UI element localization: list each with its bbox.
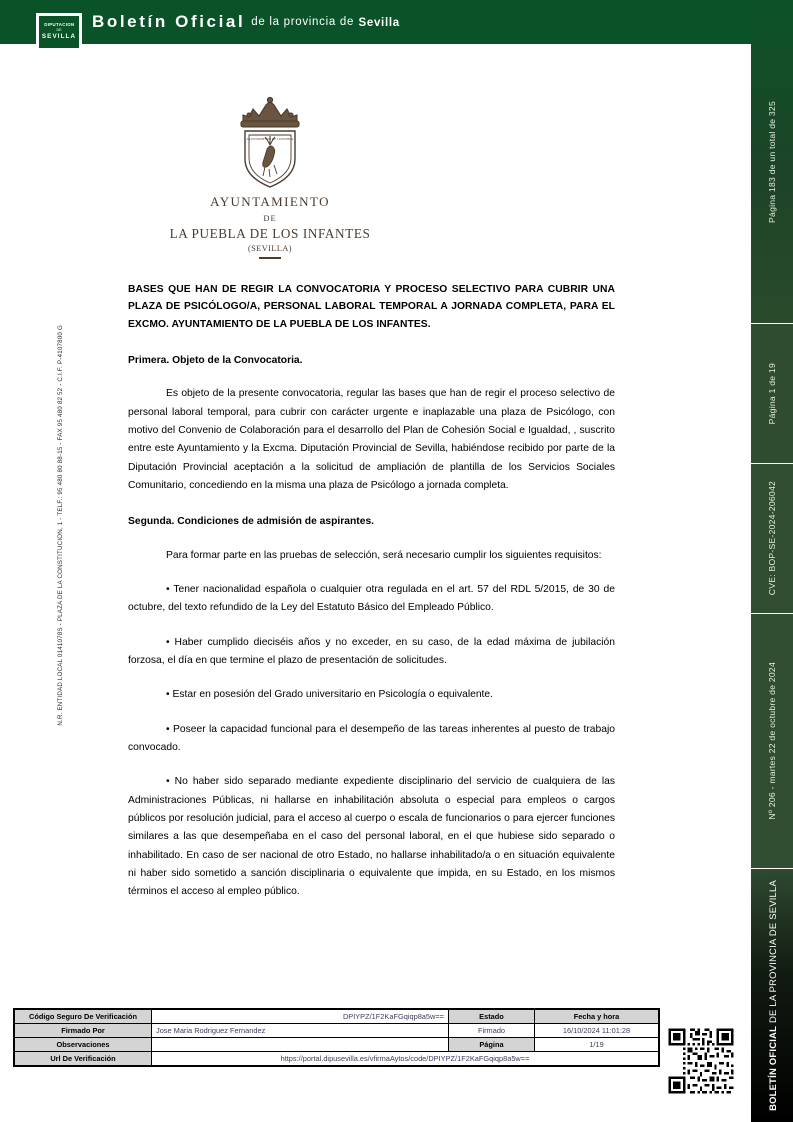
strip-cve-label: CVE: BOP-SE-2024-206042: [767, 481, 777, 596]
value-status: Firmado: [449, 1024, 535, 1038]
coat-of-arms-icon: [229, 95, 311, 190]
bop-header-banner: [0, 0, 751, 44]
paragraph-first: Es objeto de la presente convocatoria, regular las bases que han de regir el proceso selectivo de personal laboral temporal, para cubrir con carácter urgente e inaplazable una plaza de Psicólogo, con motivo del Convenio de Colaboración para el desarrollo del Plan de Cohesión Social e Igualdad, , suscrito entre este Ayuntamiento y la Excma. Diputación Provincial de Sevilla, habiéndose recibido por parte de la Diputación Provincial aceptación a la solicitud de ampliación de plantilla de los Servicios Sociales Comunitario, concediendo en la misma una plaza de Psicólogo a jornada completa.: [128, 388, 615, 491]
value-datetime: 16/10/2024 11:01:28: [535, 1024, 659, 1038]
municipality-line-1: AYUNTAMIENTO: [210, 194, 330, 209]
requirement-bullet-3: • Estar en posesión del Grado universitario en Psicología o equivalente.: [166, 689, 494, 701]
strip-cve: [751, 463, 793, 613]
banner-title-main: Boletín Oficial: [92, 12, 246, 31]
header-status: Estado: [449, 1010, 535, 1024]
requirement-bullet-5: • No haber sido separado mediante expediente disciplinario del servicio de cualquiera de las Administraciones Públicas, ni hallarse en inhabilitación absoluta o especial para empleos o cargos públicos por resolución judicial, para el acceso al cuerpo o escala de funcionarios o para ejercer funciones similares a las que desempeñaba en el caso del personal laboral, en el que hubiese sido separado o inhabilitado. En caso de ser nacional de otro Estado, no hallarse inhabilitado/a o en situación equivalente ni haber sido sometido a sanción disciplinaria o equivalente que impida, en su Estado, en los mismos términos el acceso al empleo público.: [128, 776, 615, 898]
right-metadata-strip: [751, 0, 793, 1122]
logo-sevilla-text: SEVILLA: [41, 33, 77, 41]
document-content: [128, 95, 615, 902]
label-signed-by: Firmado Por: [15, 1024, 152, 1038]
value-page: 1/19: [535, 1038, 659, 1052]
banner-title: [92, 12, 400, 32]
municipality-divider: [259, 257, 281, 259]
requirement-bullet-4: • Poseer la capacidad funcional para el desempeño de las tareas inherentes al puesto de trabajo convocado.: [128, 723, 615, 753]
section-heading-first: Primera. Objeto de la Convocatoria.: [128, 354, 303, 366]
verification-qr-code: [666, 1026, 736, 1096]
strip-total-pages-label: Página 183 de un total de 325: [767, 100, 777, 223]
svg-text:AYUNTAMIENTO DE LA PUEBLA: AYUNTAMIENTO DE LA PUEBLA: [246, 137, 294, 141]
paragraph-second: Para formar parte en las pruebas de selección, será necesario cumplir los siguientes requisitos:: [166, 549, 602, 561]
requirement-bullet-2: • Haber cumplido dieciséis años y no exceder, en su caso, de la edad máxima de jubilación forzosa, el día en que termine el plazo de presentación de solicitudes.: [128, 636, 615, 666]
banner-title-sub: de la provincia de: [251, 16, 355, 28]
strip-issue-date: [751, 613, 793, 868]
strip-publication-name: [751, 868, 793, 1122]
table-row: [15, 1024, 659, 1038]
municipality-line-3: LA PUEBLA DE LOS INFANTES: [169, 226, 371, 241]
municipality-line-4: (SEVILLA): [247, 244, 293, 253]
strip-publication-rest: DE LA PROVINCIA DE SEVILLA: [766, 880, 778, 1026]
strip-doc-pages: [751, 323, 793, 463]
qr-code-icon: [666, 1026, 736, 1096]
header-datetime: Fecha y hora: [535, 1010, 659, 1024]
left-registry-text: N.R. ENTIDAD LOCAL 0141078S - PLAZA DE LA CONSTITUCION, 1 - TELF.: 95 480 80 88-15 - FAX 95 480 82 52 - C.I.F. P-4107800 G: [57, 325, 64, 726]
table-row: [15, 1010, 659, 1024]
verification-table: [13, 1008, 660, 1067]
strip-publication-text: [767, 880, 778, 1111]
strip-total-pages: [751, 0, 793, 323]
strip-doc-pages-label: Página 1 de 19: [767, 362, 777, 425]
table-row: [15, 1038, 659, 1052]
value-signed-by: Jose Maria Rodriguez Fernandez: [152, 1024, 449, 1038]
diputacion-sevilla-logo: [36, 13, 82, 51]
municipality-header: [136, 95, 404, 259]
logo-de-text: DE: [56, 27, 62, 32]
left-registry-strip: [57, 325, 64, 885]
requirement-bullet-1: • Tener nacionalidad española o cualquier otra regulada en el art. 57 del RDL 5/2015, de 30 de octubre, del texto refundido de la Ley del Estatuto Básico del Empleado Público.: [128, 584, 615, 614]
banner-title-province: Sevilla: [358, 17, 400, 30]
label-url: Url De Verificación: [15, 1052, 152, 1066]
logo-arc-text: DIPUTACION: [43, 22, 75, 28]
label-csv: Código Seguro De Verificación: [15, 1010, 152, 1024]
label-observations: Observaciones: [15, 1038, 152, 1052]
value-csv: DPIYPZ/1F2KaFGqiqp8a5w==: [152, 1010, 449, 1024]
document-title: BASES QUE HAN DE REGIR LA CONVOCATORIA Y PROCESO SELECTIVO PARA CUBRIR UNA PLAZA DE PSICÓLOGO/A, PERSONAL LABORAL TEMPORAL A JORNADA COMPLETA, PARA EL EXCMO. AYUNTAMIENTO DE LA PUEBLA DE LOS INFANTES.: [128, 283, 615, 330]
municipality-line-2: DE: [263, 213, 277, 223]
label-page: Página: [449, 1038, 535, 1052]
value-url: https://portal.dipusevilla.es/vfirmaAytos/code/DPIYPZ/1F2KaFGqiqp8a5w==: [152, 1052, 659, 1066]
table-row: [15, 1052, 659, 1066]
section-heading-second: Segunda. Condiciones de admisión de aspirantes.: [128, 516, 375, 528]
strip-publication-bold: BOLETÍN OFICIAL: [766, 1025, 778, 1111]
value-observations: [152, 1038, 449, 1052]
strip-issue-date-label: Nº 206 - martes 22 de octubre de 2024: [767, 662, 777, 820]
